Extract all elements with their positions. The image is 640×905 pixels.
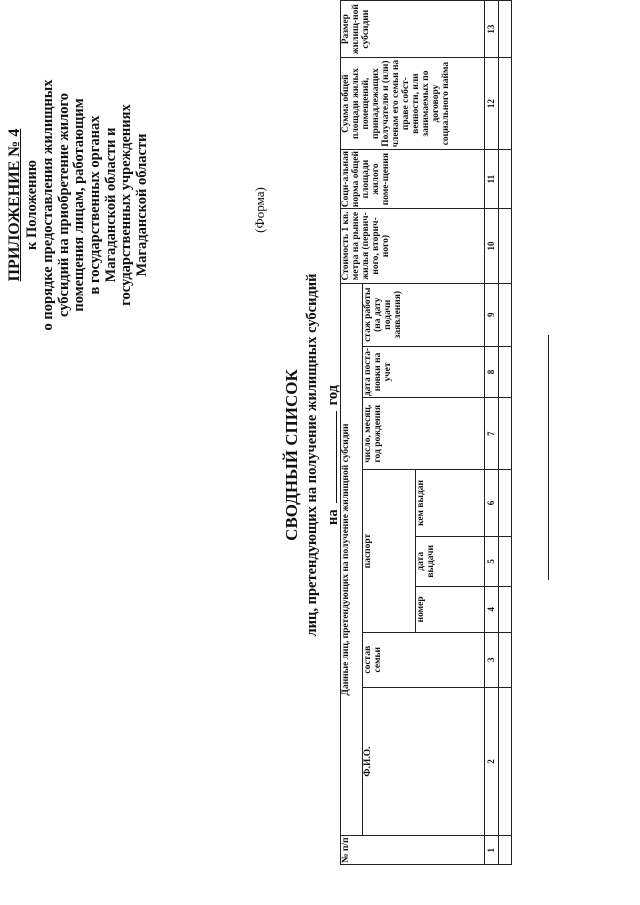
column-number: 4: [485, 586, 499, 632]
header-work-seniority: стаж работы (на дату подачи заявления): [363, 283, 485, 346]
year-blank: [324, 411, 337, 503]
header-social-norm: Соци-альная норма общей площади жилого поме-щения: [341, 149, 485, 208]
bottom-separator-line: [548, 335, 549, 580]
header-num: № п/п: [341, 836, 485, 865]
column-number: 6: [485, 470, 499, 536]
table-cell: [499, 687, 512, 836]
header-passport-date: дата выдачи: [416, 536, 485, 586]
header-passport-issuer: кем выдан: [416, 470, 485, 536]
table-cell: [499, 283, 512, 346]
column-number: 9: [485, 283, 499, 346]
header-total-area: Сумма общей площади жилых помещений, принадлежащих Получателю и (или) членам его семьи на праве собст-венности, или занимаемых по договору социального найма: [341, 58, 485, 150]
year-suffix: год: [325, 385, 341, 406]
header-subsidy-size: Размер жилищ-ной субсидии: [341, 1, 485, 58]
appendix-line: субсидий на приобретение жилого: [55, 92, 72, 318]
table-cell: [499, 346, 512, 397]
column-number: 13: [485, 1, 499, 58]
appendix-block: [6, 40, 151, 370]
table-cell: [499, 149, 512, 208]
table-cell: [499, 536, 512, 586]
header-price-per-meter: Стоимость 1 кв. метра на рынке жилья (первич-ного, вторич-ного): [341, 209, 485, 283]
appendix-line: государственных учреждениях: [118, 104, 135, 306]
appendix-line: к Положению: [24, 160, 41, 250]
table-cell: [499, 1, 512, 58]
table-cell: [499, 58, 512, 150]
appendix-line: Магаданской области: [133, 133, 150, 277]
document-subtitle: лиц, претендующих на получение жилищных субсидий: [304, 273, 320, 637]
column-number: 7: [485, 398, 499, 470]
header-family: состав семьи: [363, 632, 485, 687]
summary-table: [340, 0, 512, 865]
header-passport-number: номер: [416, 586, 485, 632]
appendix-line: Магаданской области и: [102, 127, 119, 283]
column-number: 12: [485, 58, 499, 150]
table-cell: [499, 398, 512, 470]
table-cell: [499, 632, 512, 687]
appendix-line: помещения лицам, работающим: [71, 98, 88, 312]
year-prefix: на: [325, 509, 341, 525]
table-cell: [499, 836, 512, 865]
header-applicant-data: Данные лиц, претендующих на получение жилищной субсидии: [341, 283, 363, 836]
form-label: (Форма): [252, 187, 267, 233]
document-title: СВОДНЫЙ СПИСОК: [282, 369, 301, 541]
header-birth-date: число, месяц, год рождения: [363, 398, 485, 470]
table-cell: [499, 586, 512, 632]
column-number: 10: [485, 209, 499, 283]
column-number: 1: [485, 836, 499, 865]
appendix-line: о порядке предоставления жилищных: [39, 79, 56, 331]
header-registration-date: дата поста-новки на учет: [363, 346, 485, 397]
header-fio: Ф.И.О.: [363, 687, 485, 836]
title-block: [282, 165, 342, 745]
header-passport: паспорт: [363, 470, 416, 632]
table-cell: [499, 470, 512, 536]
column-number: 3: [485, 632, 499, 687]
column-number: 11: [485, 149, 499, 208]
column-number: 8: [485, 346, 499, 397]
table-cell: [499, 209, 512, 283]
column-number: 5: [485, 536, 499, 586]
appendix-line: в государственных органах: [86, 115, 103, 295]
appendix-title: ПРИЛОЖЕНИЕ № 4: [6, 128, 23, 282]
column-number: 2: [485, 687, 499, 836]
